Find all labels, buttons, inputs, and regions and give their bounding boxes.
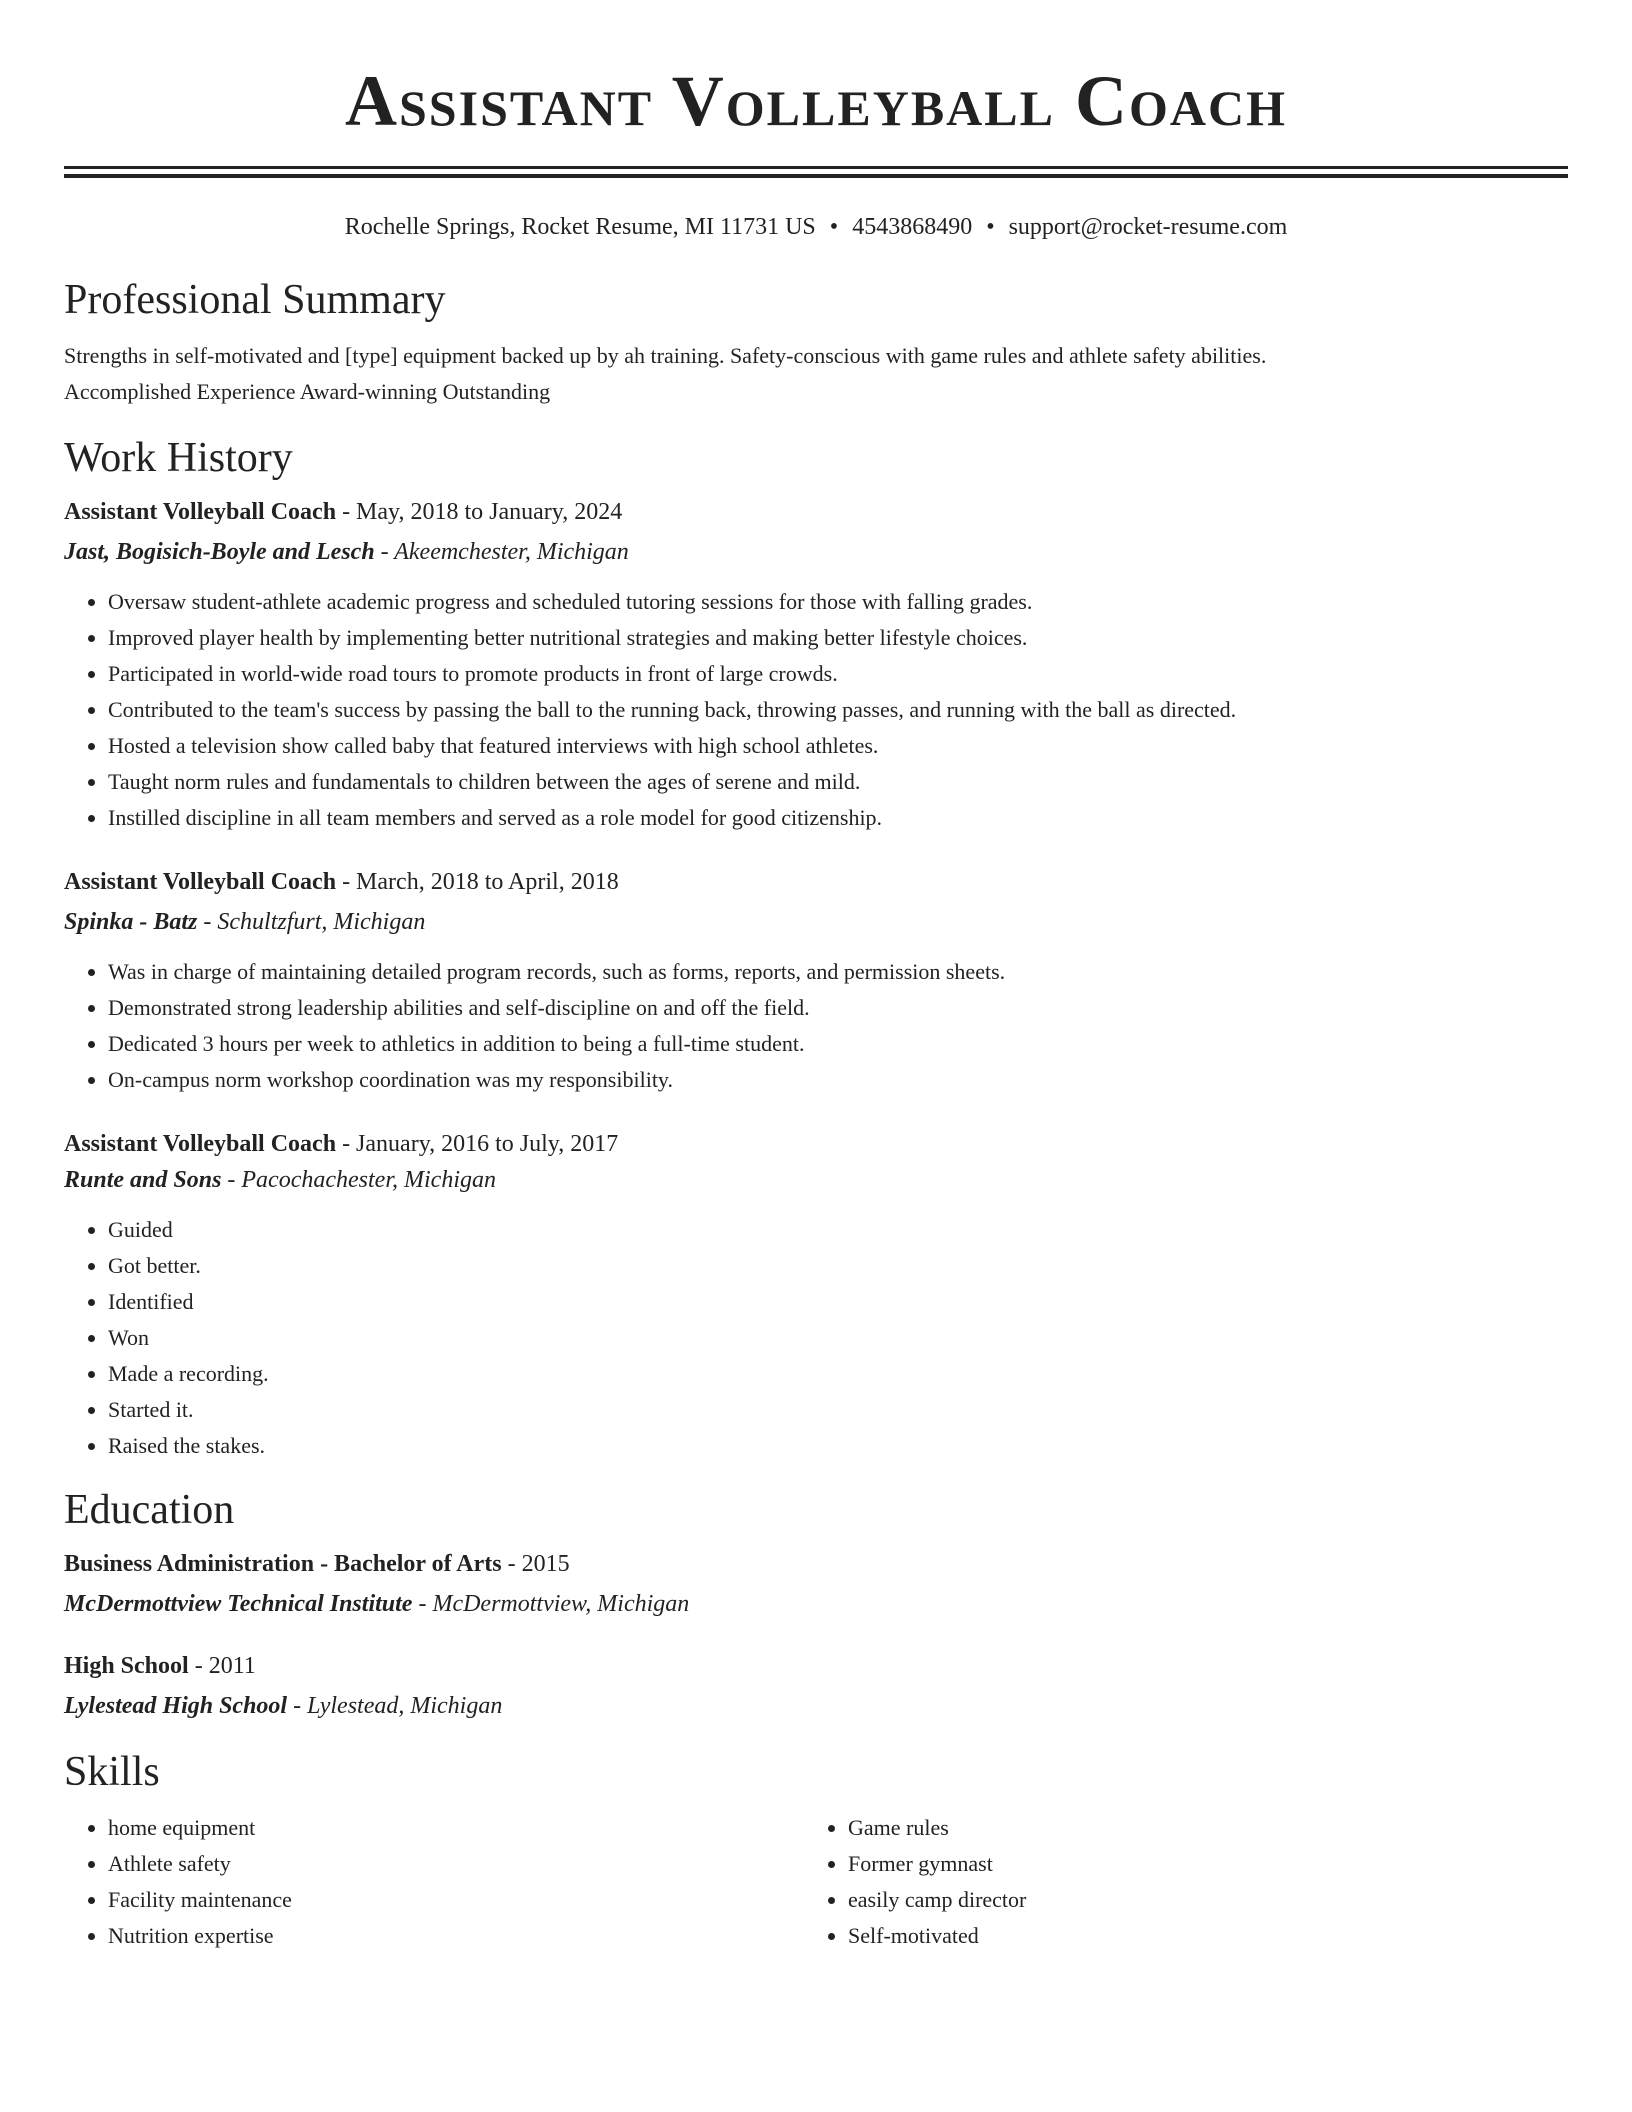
job-bullet: • Won bbox=[108, 1320, 1568, 1356]
summary-text bbox=[64, 338, 1568, 410]
education-header bbox=[64, 1548, 1568, 1580]
job-title: Assistant Volleyball Coach bbox=[64, 1131, 337, 1157]
skills-column-right bbox=[804, 1810, 1544, 1954]
job-bullet: • Taught norm rules and fundamentals to children between the ages of serene and mild. bbox=[108, 764, 1568, 800]
job-bullet: • Identified bbox=[108, 1284, 1568, 1320]
job-bullet: • Dedicated 3 hours per week to athletics in addition to being a full-time student. bbox=[108, 1026, 1568, 1062]
summary-line: Strengths in self-motivated and [type] equipment backed up by ah training. Safety-conscious with game rules and athlete safety abilities. bbox=[64, 343, 1267, 368]
education-school: McDermottview Technical Institute bbox=[64, 1591, 413, 1617]
divider-line bbox=[64, 166, 1568, 169]
education-location: - McDermottview, Michigan bbox=[412, 1591, 690, 1617]
job-bullet: • Demonstrated strong leadership abilities and self-discipline on and off the field. bbox=[108, 990, 1568, 1026]
education-school: Lylestead High School bbox=[64, 1693, 288, 1719]
job-header bbox=[64, 866, 1568, 898]
skill-item: • Facility maintenance bbox=[108, 1882, 804, 1918]
job-dates: - January, 2016 to July, 2017 bbox=[336, 1131, 619, 1157]
job-bullet: • Oversaw student-athlete academic progress and scheduled tutoring sessions for those with falling grades. bbox=[108, 584, 1568, 620]
education-school-line bbox=[64, 1588, 1568, 1620]
job-bullet: • Hosted a television show called baby that featured interviews with high school athletes. bbox=[108, 728, 1568, 764]
education-degree: Business Administration - Bachelor of Arts bbox=[64, 1551, 502, 1577]
skills-column-left bbox=[64, 1810, 804, 1954]
section-heading-skills: Skills bbox=[64, 1749, 160, 1795]
job-dates: - March, 2018 to April, 2018 bbox=[336, 869, 619, 895]
education-entry bbox=[64, 1650, 1568, 1722]
job-header bbox=[64, 1128, 1568, 1160]
contact-separator: • bbox=[986, 214, 995, 240]
job-bullet: • Got better. bbox=[108, 1248, 1568, 1284]
job-bullets bbox=[64, 954, 1568, 1098]
contact-separator: • bbox=[829, 214, 839, 240]
section-heading-education: Education bbox=[64, 1487, 235, 1533]
job-bullet: • Improved player health by implementing better nutritional strategies and making better lifestyle choices. bbox=[108, 620, 1568, 656]
job-location: - Pacochachester, Michigan bbox=[221, 1167, 496, 1193]
education-degree: High School bbox=[64, 1653, 189, 1679]
job-bullet: • Was in charge of maintaining detailed program records, such as forms, reports, and permission sheets. bbox=[108, 954, 1568, 990]
job-header bbox=[64, 496, 1568, 528]
job-bullet: • Made a recording. bbox=[108, 1356, 1568, 1392]
skill-item: • Athlete safety bbox=[108, 1846, 804, 1882]
job-dates: - May, 2018 to January, 2024 bbox=[336, 499, 623, 525]
section-heading-summary: Professional Summary bbox=[64, 277, 446, 323]
section-heading-work: Work History bbox=[64, 435, 293, 481]
job-company: Runte and Sons bbox=[64, 1167, 222, 1193]
skill-item: • Former gymnast bbox=[848, 1846, 1544, 1882]
job-bullet: • Guided bbox=[108, 1212, 1568, 1248]
contact-address: Rochelle Springs, Rocket Resume, MI 11731 US bbox=[344, 214, 816, 240]
job-bullet: • On-campus norm workshop coordination was my responsibility. bbox=[108, 1062, 1568, 1098]
education-school-line bbox=[64, 1690, 1568, 1722]
job-location: - Schultzfurt, Michigan bbox=[197, 909, 426, 935]
education-entry bbox=[64, 1548, 1568, 1620]
skill-item: • home equipment bbox=[108, 1810, 804, 1846]
job-title: Assistant Volleyball Coach bbox=[64, 869, 337, 895]
job-entry bbox=[64, 496, 1568, 836]
skill-item: • Nutrition expertise bbox=[108, 1918, 804, 1954]
education-header bbox=[64, 1650, 1568, 1682]
job-employer bbox=[64, 536, 1568, 568]
job-title: Assistant Volleyball Coach bbox=[64, 499, 337, 525]
skill-item: • Game rules bbox=[848, 1810, 1544, 1846]
job-bullet: • Participated in world-wide road tours to promote products in front of large crowds. bbox=[108, 656, 1568, 692]
education-location: - Lylestead, Michigan bbox=[287, 1693, 503, 1719]
job-bullet: • Instilled discipline in all team members and served as a role model for good citizenship. bbox=[108, 800, 1568, 836]
job-entry bbox=[64, 866, 1568, 1098]
education-year: - 2015 bbox=[501, 1551, 570, 1577]
contact-line bbox=[64, 212, 1568, 242]
job-entry bbox=[64, 1128, 1568, 1464]
skill-item: • Self-motivated bbox=[848, 1918, 1544, 1954]
skill-item: • easily camp director bbox=[848, 1882, 1544, 1918]
title-divider bbox=[64, 166, 1568, 178]
contact-phone: 4543868490 bbox=[852, 214, 973, 240]
job-bullets bbox=[64, 584, 1568, 836]
resume-title: Assistant Volleyball Coach bbox=[345, 61, 1287, 141]
summary-line: Accomplished Experience Award-winning Outstanding bbox=[64, 379, 551, 404]
job-employer bbox=[64, 906, 1568, 938]
job-bullet: • Raised the stakes. bbox=[108, 1428, 1568, 1464]
divider-line bbox=[64, 174, 1568, 178]
job-bullet: • Started it. bbox=[108, 1392, 1568, 1428]
job-company: Spinka - Batz bbox=[64, 909, 198, 935]
contact-email: support@rocket-resume.com bbox=[1008, 214, 1288, 240]
job-bullet: • Contributed to the team's success by passing the ball to the running back, throwing passes, and running with the ball as directed. bbox=[108, 692, 1568, 728]
skills-list bbox=[64, 1810, 1568, 1954]
resume-page bbox=[64, 0, 1568, 1954]
job-company: Jast, Bogisich-Boyle and Lesch bbox=[64, 539, 375, 565]
job-employer bbox=[64, 1164, 1568, 1196]
education-year: - 2011 bbox=[188, 1653, 256, 1679]
job-location: - Akeemchester, Michigan bbox=[374, 539, 629, 565]
job-bullets bbox=[64, 1212, 1568, 1464]
